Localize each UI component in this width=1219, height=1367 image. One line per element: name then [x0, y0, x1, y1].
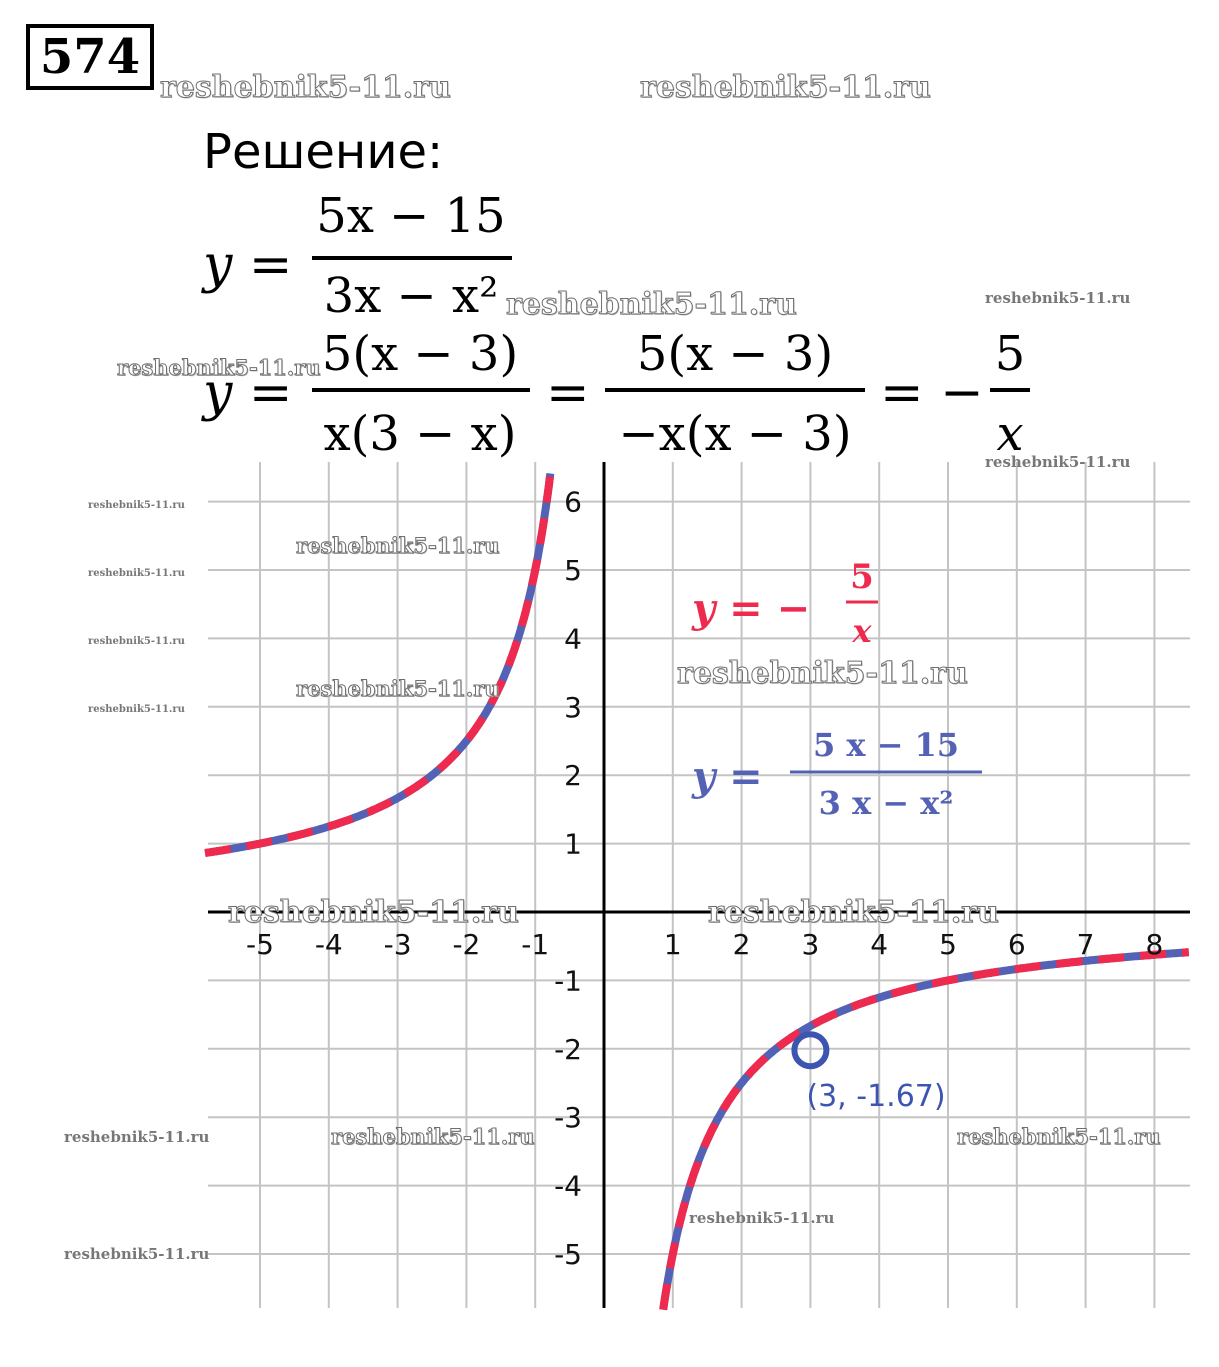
formula-2-f2-num: 5(x − 3): [636, 326, 834, 382]
y-tick-label: 1: [564, 827, 582, 861]
formula-2-f1-den: x(3 − x): [323, 406, 517, 462]
x-tick-label: 4: [870, 928, 889, 961]
watermark: reshebnik5-11.ru: [677, 656, 968, 691]
y-tick-label: 2: [564, 759, 582, 793]
x-tick-label: -2: [452, 928, 481, 961]
solution-heading: Решение:: [203, 124, 444, 180]
legend-blue-num: 5 x − 15: [812, 726, 960, 764]
x-tick-label: 1: [663, 928, 682, 961]
formula-1-lhs: y =: [203, 235, 293, 295]
watermark: reshebnik5-11.ru: [331, 1124, 535, 1149]
legend-red-lhs: y = −: [692, 585, 811, 632]
y-tick-label: -1: [554, 964, 582, 998]
y-tick-label: -4: [554, 1169, 582, 1203]
watermark: reshebnik5-11.ru: [160, 70, 451, 105]
formula-1-numerator: 5x − 15: [316, 188, 506, 244]
x-tick-label: 7: [1076, 928, 1095, 961]
x-tick-label: -4: [314, 928, 343, 961]
y-tick-label: -2: [554, 1032, 582, 1066]
formula-2-f3-num: 5: [994, 326, 1026, 382]
formula-2-f2-den: −x(x − 3): [618, 406, 852, 462]
y-tick-label: 5: [564, 554, 582, 587]
formula-2-lhs: y =: [203, 363, 293, 423]
x-tick-label: 8: [1145, 928, 1164, 961]
watermark: reshebnik5-11.ru: [117, 355, 321, 380]
watermark: reshebnik5-11.ru: [88, 500, 185, 511]
hole-point-label: (3, -1.67): [806, 1079, 946, 1115]
x-tick-label: 6: [1007, 928, 1026, 961]
legend-blue-lhs: y =: [692, 753, 763, 800]
x-tick-label: 3: [801, 928, 820, 961]
y-tick-label: -3: [554, 1101, 582, 1135]
watermark: reshebnik5-11.ru: [64, 1128, 210, 1146]
x-tick-label: -1: [521, 928, 550, 961]
legend-blue-den: 3 x − x²: [818, 784, 954, 822]
x-tick-label: -3: [383, 928, 412, 961]
watermark: reshebnik5-11.ru: [88, 704, 185, 715]
problem-number: 574: [26, 24, 154, 90]
watermark: reshebnik5-11.ru: [88, 568, 185, 579]
x-tick-label: 5: [939, 928, 957, 961]
watermark: reshebnik5-11.ru: [708, 895, 999, 930]
watermark: reshebnik5-11.ru: [64, 1245, 210, 1263]
watermark: reshebnik5-11.ru: [88, 636, 185, 647]
y-tick-label: 3: [564, 690, 582, 724]
watermark: reshebnik5-11.ru: [985, 289, 1131, 307]
formula-2-eq2: = −: [880, 363, 984, 423]
watermark: reshebnik5-11.ru: [296, 533, 500, 558]
y-tick-label: 6: [564, 485, 582, 519]
watermark: reshebnik5-11.ru: [985, 453, 1131, 471]
legend-red-den: x: [852, 612, 872, 650]
formula-2-f3-den: x: [996, 406, 1024, 462]
watermark: reshebnik5-11.ru: [957, 1124, 1161, 1149]
x-tick-label: 2: [732, 928, 751, 961]
x-tick-label: -5: [246, 928, 274, 961]
legend-red-num: 5: [850, 557, 874, 597]
formula-1-denominator: 3x − x²: [323, 268, 499, 324]
watermark: reshebnik5-11.ru: [689, 1209, 835, 1227]
y-tick-label: -5: [554, 1238, 582, 1271]
formula-2-eq1: =: [546, 363, 590, 423]
watermark: reshebnik5-11.ru: [640, 70, 931, 105]
formula-2-f1-num: 5(x − 3): [321, 326, 519, 382]
legend-blue: [691, 726, 982, 822]
watermark: reshebnik5-11.ru: [296, 676, 500, 701]
y-tick-label: 4: [564, 622, 582, 656]
watermark: reshebnik5-11.ru: [228, 895, 519, 930]
watermark: reshebnik5-11.ru: [506, 287, 797, 322]
